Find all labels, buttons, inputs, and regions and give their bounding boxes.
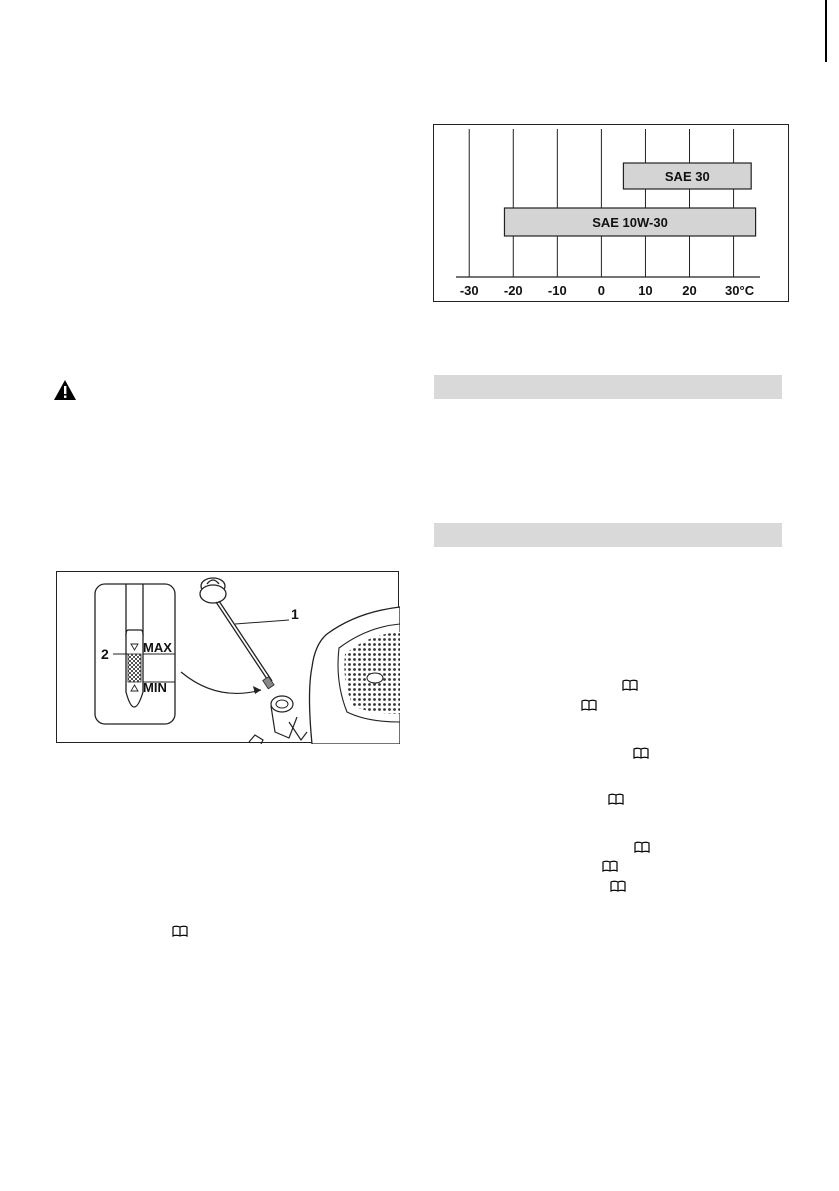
book-reference-icon [633,746,649,758]
x-tick-label: 30°C [725,283,755,298]
section-heading-band [434,375,782,399]
bar-label: SAE 30 [664,169,710,184]
book-reference-icon [610,879,626,891]
x-tick-label: 0 [597,283,606,298]
oil-viscosity-chart [433,124,789,302]
book-reference-icon [602,859,618,871]
book-reference-icon [622,678,638,690]
dipstick-figure [56,571,399,743]
oil-viscosity-chart-svg [434,125,790,303]
book-reference-icon [634,840,650,852]
chapter-edge-mark [825,0,827,62]
book-reference-icon [172,924,188,936]
warning-triangle-icon [53,379,77,401]
x-tick-label: 10 [638,283,653,298]
bar-label: SAE 10W-30 [592,215,668,230]
section-heading-band [434,523,782,547]
x-tick-label: -10 [547,283,567,298]
callout-2: 2 [101,646,109,662]
x-tick-label: -20 [503,283,523,298]
x-tick-label: -30 [459,283,479,298]
book-reference-icon [581,698,597,710]
max-label: MAX [143,640,172,655]
callout-1: 1 [291,606,299,622]
book-reference-icon [608,792,624,804]
x-tick-label: 20 [682,283,697,298]
min-label: MIN [143,680,167,695]
